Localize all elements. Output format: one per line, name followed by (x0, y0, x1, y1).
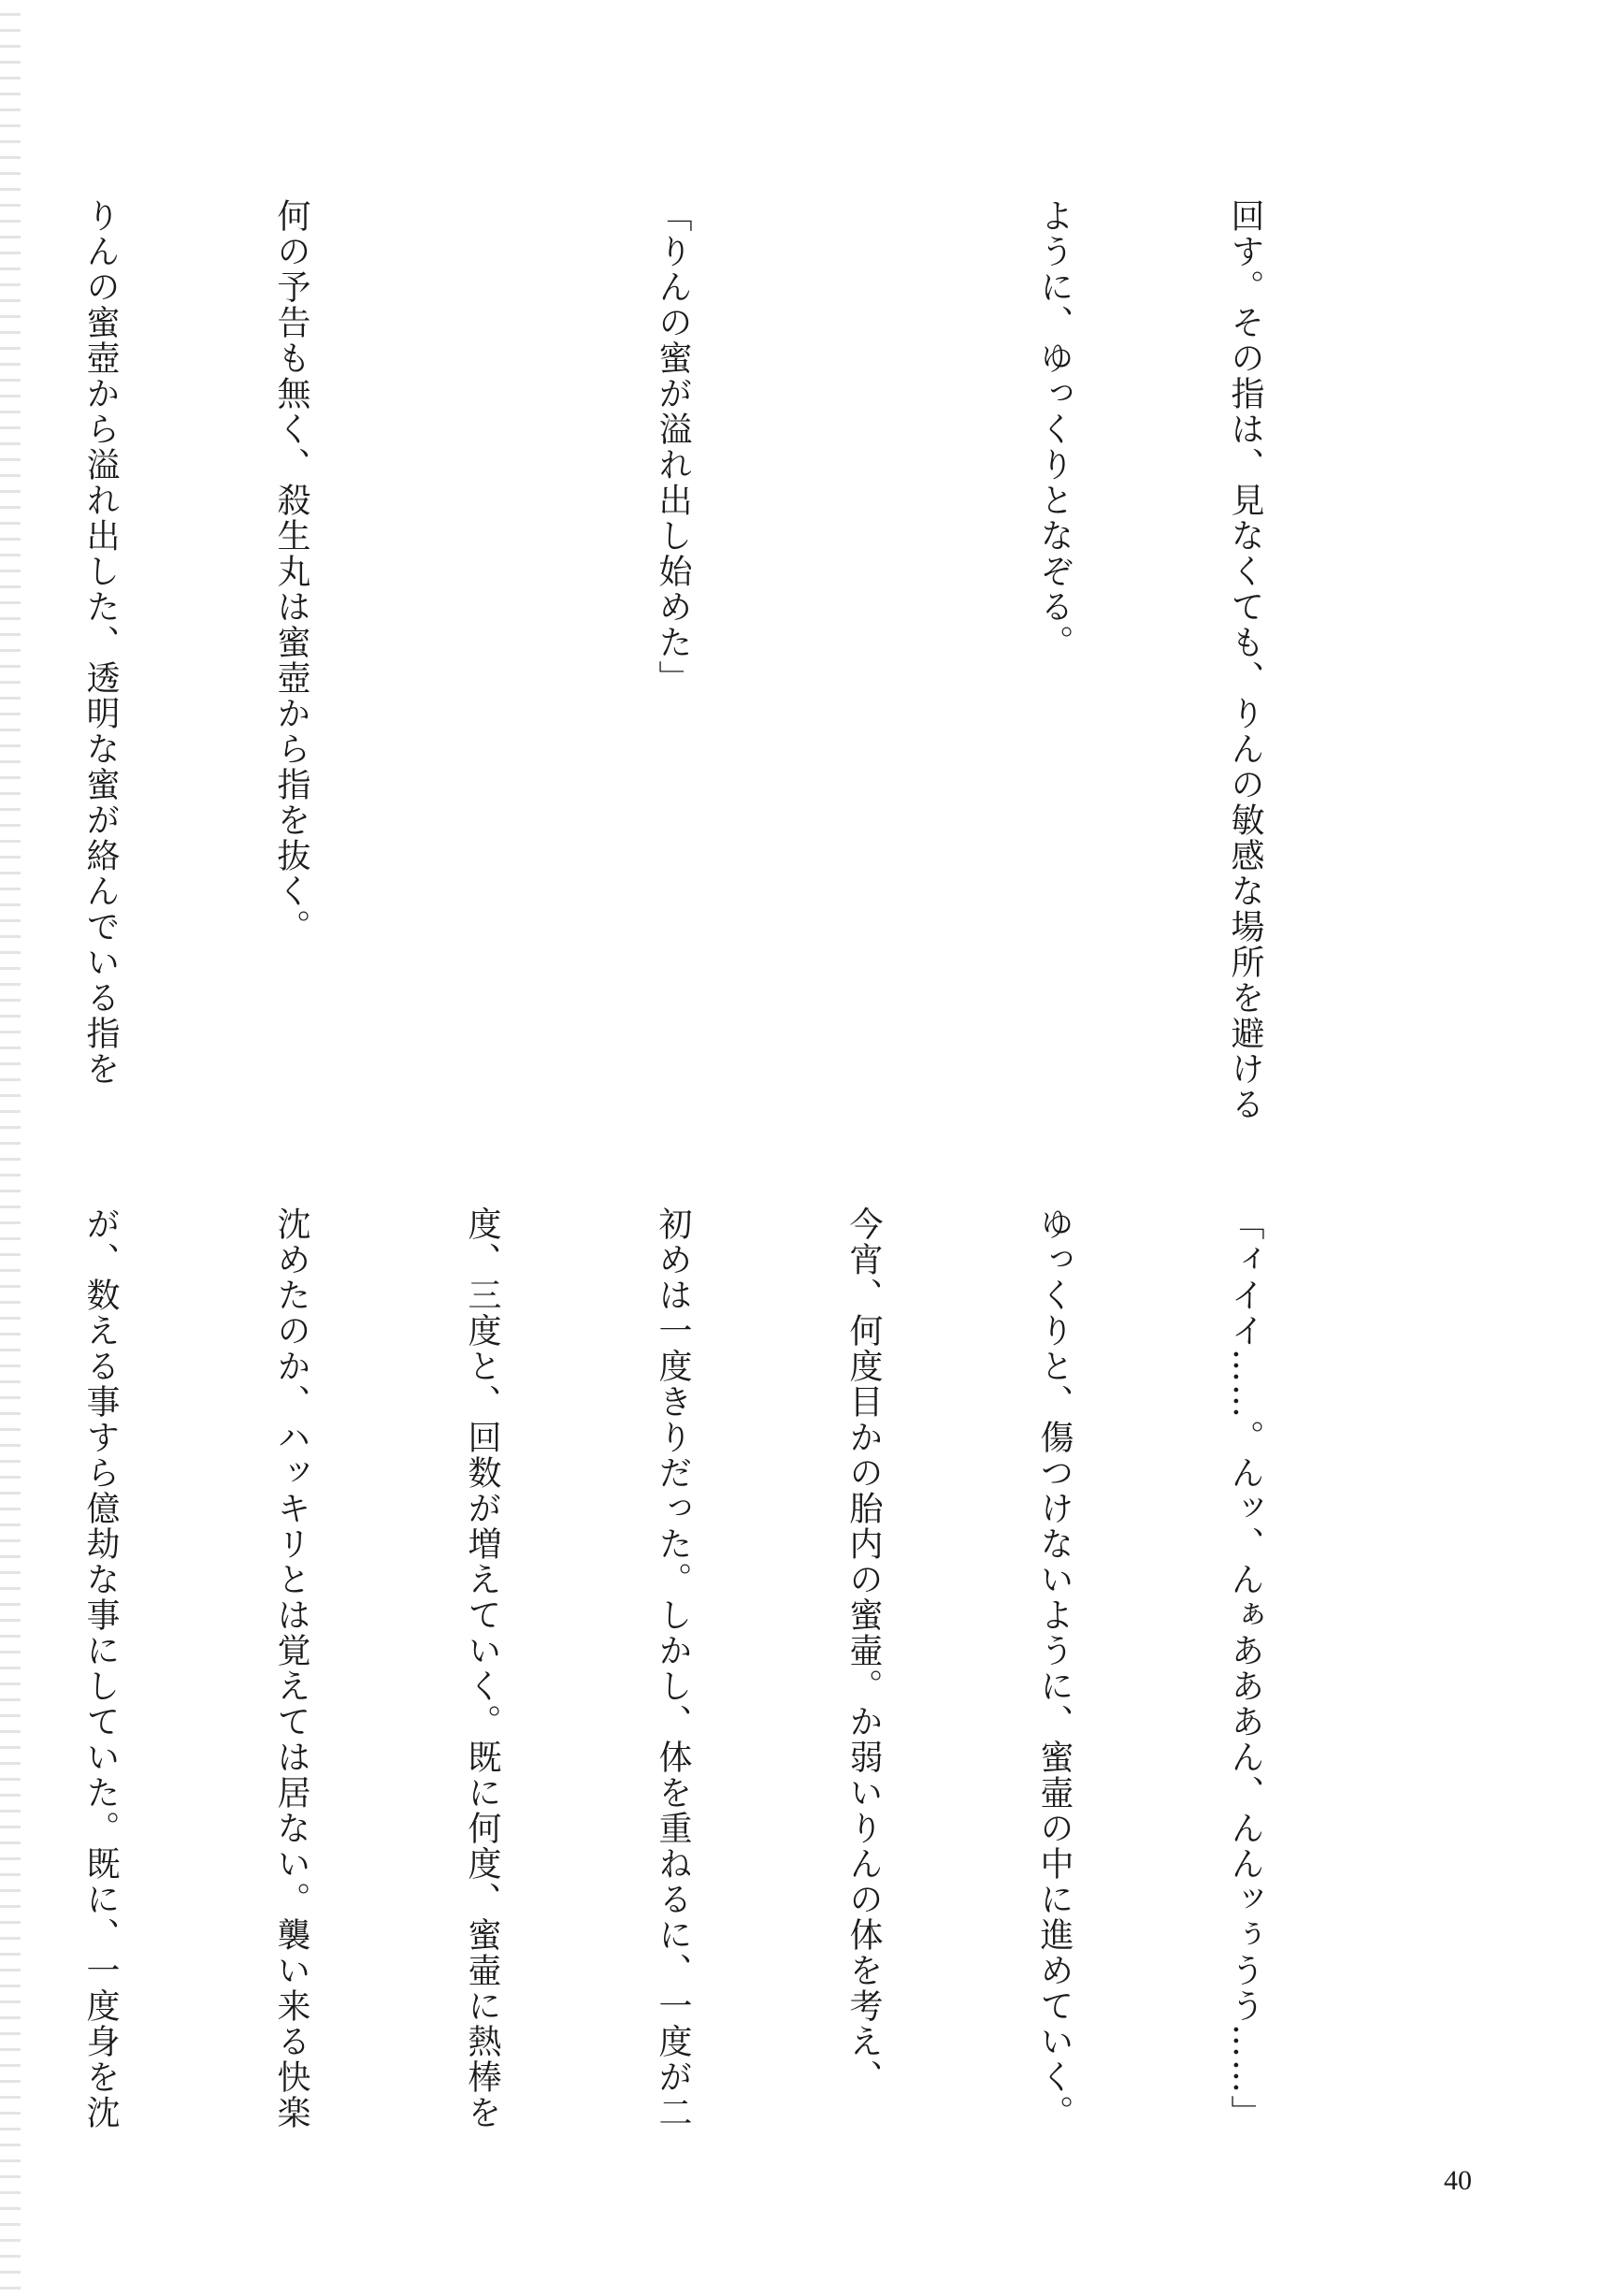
text-column: ように、ゆっくりとなぞる。 (1035, 198, 1074, 660)
text-column (450, 198, 513, 1143)
text-column: 度、三度と、回数が増えていく。既に何度、蜜壷に熱棒を (463, 1206, 501, 2130)
text-column: 沈めたのか、ハッキリとは覚えては居ない。襲い来る快楽 (272, 1206, 310, 2130)
text-column: が、数える事すら億劫な事にしていた。既に、一度身を沈 (81, 1206, 120, 2130)
text-column: 「りんの蜜が溢れ出し始めた」 (654, 198, 692, 696)
page-number: 40 (1444, 2165, 1472, 2196)
top-text-block (81, 198, 1404, 1143)
text-column (831, 198, 895, 1143)
text-column: りんの蜜壺から溢れ出した、透明な蜜が絡んでいる指を (81, 198, 120, 1087)
bottom-text-block (81, 1206, 1404, 2151)
text-column: 何の予告も無く、殺生丸は蜜壺から指を抜く。 (272, 198, 310, 945)
text-column: 初めは一度きりだった。しかし、体を重ねるに、一度が二 (654, 1206, 692, 2130)
text-column: ゆっくりと、傷つけないように、蜜壷の中に進めていく。 (1035, 1206, 1074, 2130)
text-column: 回す。その指は、見なくても、りんの敏感な場所を避ける (1226, 198, 1264, 1122)
text-column: 「ィイイ……。んッ、んぁあああん、んんッぅうう……」 (1226, 1206, 1264, 2130)
text-column: 今宵、何度目かの胎内の蜜壷。か弱いりんの体を考え、 (844, 1206, 883, 2095)
